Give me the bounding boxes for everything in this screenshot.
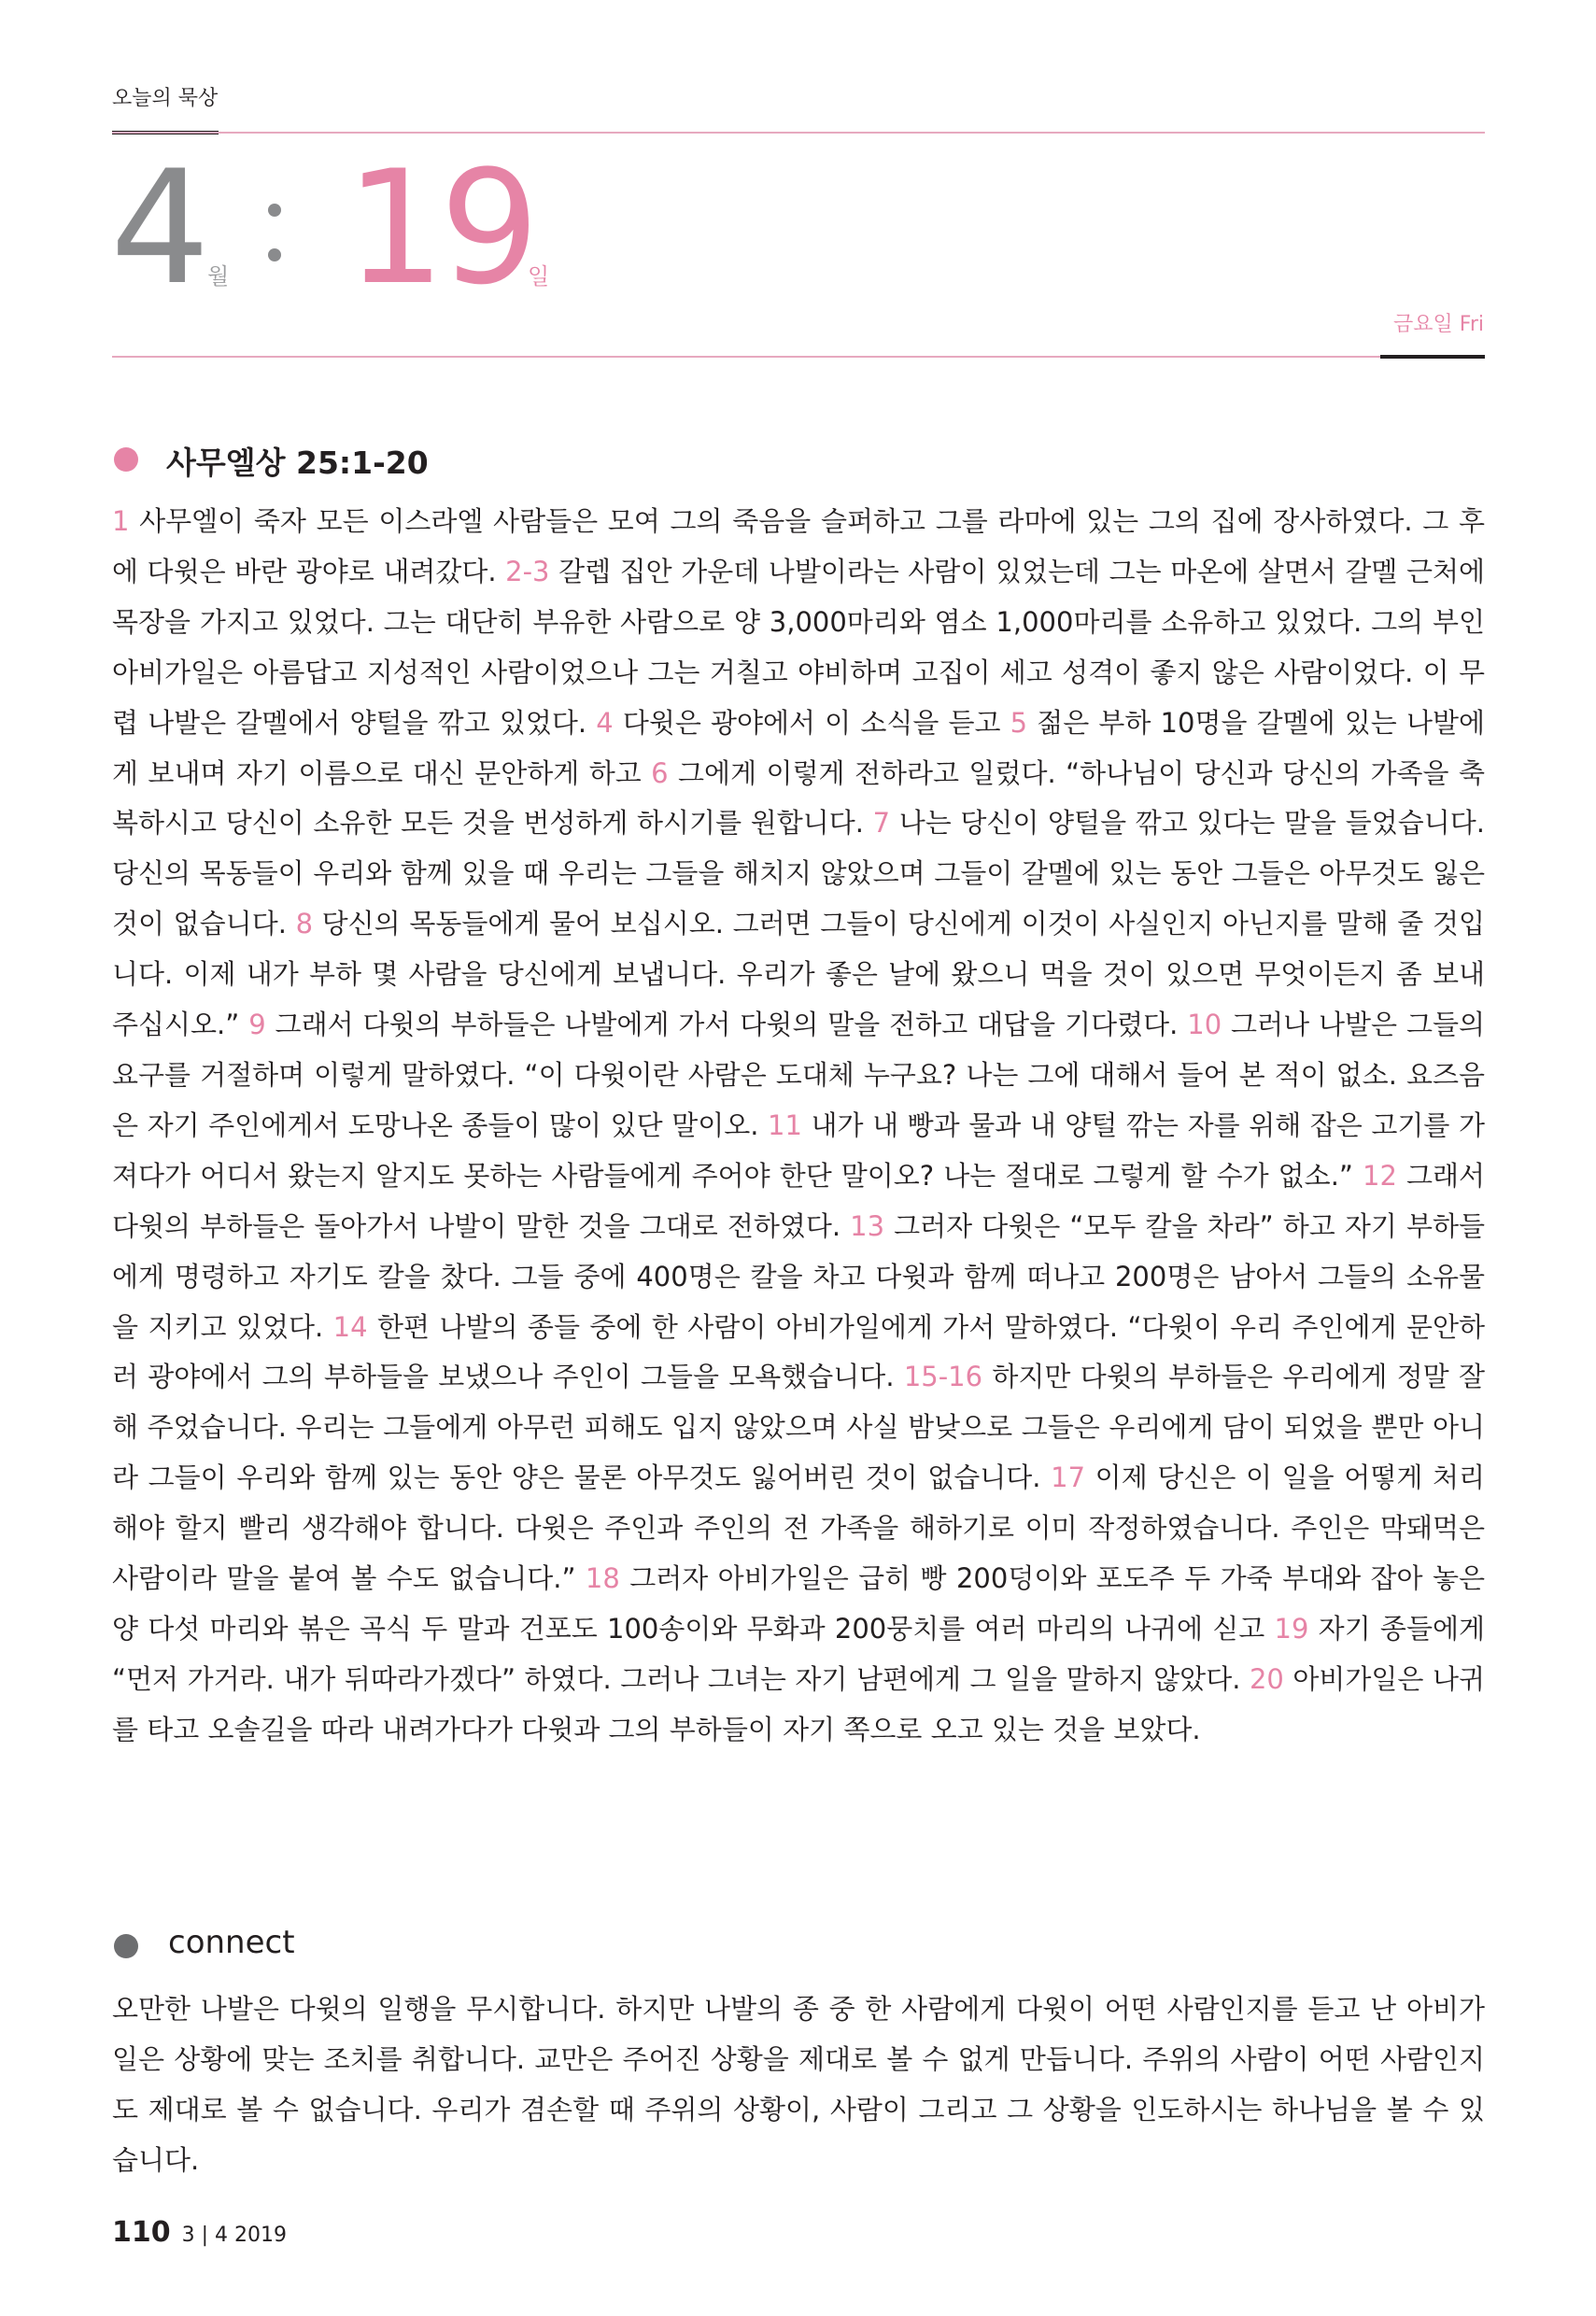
verse-number: 19 <box>1274 1612 1309 1645</box>
issue-label: 3 | 4 2019 <box>181 2224 287 2247</box>
verse-number: 5 <box>1010 706 1028 739</box>
verse-text: 그러자 아비가일은 급히 빵 200덩이와 포도주 두 가죽 부대와 잡아 놓은 양 다섯 마리와 볶은 곡식 두 말과 건포도 100송이와 무화과 200뭉치를 여러 마리의 나귀에 싣고 <box>112 1562 1485 1645</box>
connect-text: 오만한 나발은 다윗의 일행을 무시합니다. 하지만 나발의 종 중 한 사람에게 다윗이 어떤 사람인지를 듣고 난 아비가일은 상황에 맞는 조치를 취합니다. 교만은 주어진 상황을 제대로 볼 수 없게 만듭니다. 주위의 사람이 어떤 사람인지도 제대로 볼 수 없습니다. 우리가 겸손할 때 주위의 상황이, 사람이 그리고 그 상황을 인도하시는 하나님을 볼 수 있습니다. <box>112 1993 1485 2176</box>
verse-number: 10 <box>1187 1009 1222 1041</box>
verse-number: 17 <box>1051 1462 1086 1494</box>
section-label: 오늘의 묵상 <box>112 87 219 110</box>
weekday-label: 금요일 Fri <box>1393 313 1484 336</box>
verse-text: 자기 종들에게 “먼저 가거라. 내가 뒤따라가겠다” 하였다. 그러나 그녀는 자기 남편에게 그 일을 말하지 않았다. <box>112 1612 1485 1695</box>
date-rule <box>112 356 1485 358</box>
verse-number: 11 <box>768 1109 802 1141</box>
verse-number: 2-3 <box>505 555 550 587</box>
verse-text: 그러자 다윗은 “모두 칼을 차라” 하고 자기 부하들에게 명령하고 자기도 칼을 찼다. 그들 중에 400명은 칼을 차고 다윗과 함께 떠나고 200명은 남아서 그들의 소유물을 지키고 있었다. <box>112 1209 1485 1343</box>
day-unit: 일 <box>528 263 550 290</box>
month-number: 4 <box>110 136 206 319</box>
verse-number: 13 <box>850 1209 885 1242</box>
verse-number: 14 <box>332 1310 368 1343</box>
verse-number: 15-16 <box>903 1361 983 1393</box>
connect-title: connect <box>168 1924 295 1961</box>
month-unit: 월 <box>207 263 230 290</box>
verse-number: 6 <box>651 756 669 789</box>
header-rule <box>112 132 1485 134</box>
verse-number: 12 <box>1363 1159 1397 1192</box>
weekday-accent-rule <box>1380 355 1485 359</box>
verse-number: 7 <box>872 807 891 840</box>
verse-text: 내가 내 빵과 물과 내 양털 깎는 자를 위해 잡은 고기를 가져다가 어디서 왔는지 알지도 못하는 사람들에게 주어야 한단 말이오? 나는 절대로 그렇게 할 수가 없소.” <box>112 1109 1485 1192</box>
verse-text: 당신의 목동들에게 물어 보십시오. 그러면 그들이 당신에게 이것이 사실인지 아닌지를 말해 줄 것입니다. 이제 내가 부하 몇 사람을 당신에게 보냅니다. 우리가 좋은 날에 왔으니 먹을 것이 있으면 무엇이든지 좀 보내 주십시오.” <box>112 908 1485 1041</box>
verse-text: 하지만 다윗의 부하들은 우리에게 정말 잘해 주었습니다. 우리는 그들에게 아무런 피해도 입지 않았으며 사실 밤낮으로 그들은 우리에게 담이 되었을 뿐만 아니라 그들이 우리와 함께 있는 동안 양은 물론 아무것도 잃어버린 것이 없습니다. <box>112 1361 1485 1494</box>
page-number: 110 <box>112 2216 171 2249</box>
pink-bullet-icon <box>114 447 138 472</box>
verse-number: 20 <box>1249 1662 1284 1695</box>
scripture-passage <box>112 497 1485 1756</box>
verse-text: 한편 나발의 종들 중에 한 사람이 아비가일에게 가서 말하였다. “다윗이 우리 주인에게 문안하러 광야에서 그의 부하들을 보냈으나 주인이 그들을 모욕했습니다. <box>112 1310 1485 1393</box>
verse-number: 18 <box>585 1562 620 1595</box>
day-number: 19 <box>346 136 534 319</box>
date-colon <box>268 204 285 263</box>
verse-text: 그래서 다윗의 부하들은 나발에게 가서 다윗의 말을 전하고 대답을 기다렸다. <box>265 1009 1188 1041</box>
verse-text: 이제 당신은 이 일을 어떻게 처리해야 할지 빨리 생각해야 합니다. 다윗은 주인과 주인의 전 가족을 해하기로 이미 작정하였습니다. 주인은 막돼먹은 사람이라 말을 붙여 볼 수도 없습니다.” <box>112 1462 1485 1595</box>
verse-text: 그에게 이렇게 전하라고 일렀다. “하나님이 당신과 당신의 가족을 축복하시고 당신이 소유한 모든 것을 번성하게 하시기를 원합니다. <box>112 756 1485 840</box>
verse-text: 나는 당신이 양털을 깎고 있다는 말을 들었습니다. 당신의 목동들이 우리와 함께 있을 때 우리는 그들을 해치지 않았으며 그들이 갈멜에 있는 동안 그들은 아무것도 잃은 것이 없습니다. <box>112 807 1485 940</box>
verse-number: 4 <box>596 706 614 739</box>
gray-bullet-icon <box>114 1934 138 1958</box>
verse-text: 젊은 부하 10명을 갈멜에 있는 나발에게 보내며 자기 이름으로 대신 문안하게 하고 <box>112 706 1485 789</box>
verse-text: 갈렙 집안 가운데 나발이라는 사람이 있었는데 그는 마온에 살면서 갈멜 근처에 목장을 가지고 있었다. 그는 대단히 부유한 사람으로 양 3,000마리와 염소 1,000마리를 소유하고 있었다. 그의 부인 아비가일은 아름답고 지성적인 사람이었으나 그는 거칠고 야비하며 고집이 세고 성격이 좋지 않은 사람이었다. 이 무렵 나발은 갈멜에서 양털을 깎고 있었다. <box>112 555 1485 739</box>
verse-number: 1 <box>112 505 130 537</box>
scripture-reference: 사무엘상 25:1-20 <box>166 445 429 481</box>
page-footer <box>112 2216 287 2249</box>
verse-number: 8 <box>295 908 314 940</box>
verse-text: 사무엘이 죽자 모든 이스라엘 사람들은 모여 그의 죽음을 슬퍼하고 그를 라마에 있는 그의 집에 장사하였다. 그 후에 다윗은 바란 광야로 내려갔다. <box>112 505 1485 587</box>
verse-text: 그러나 나발은 그들의 요구를 거절하며 이렇게 말하였다. “이 다윗이란 사람은 도대체 누구요? 나는 그에 대해서 들어 본 적이 없소. 요즈음은 자기 주인에게서 도망나온 종들이 많이 있단 말이오. <box>112 1009 1485 1141</box>
verse-text: 아비가일은 나귀를 타고 오솔길을 따라 내려가다가 다윗과 그의 부하들이 자기 쪽으로 오고 있는 것을 보았다. <box>112 1662 1485 1745</box>
verse-text: 그래서 다윗의 부하들은 돌아가서 나발이 말한 것을 그대로 전하였다. <box>112 1159 1486 1242</box>
verse-text: 다윗은 광야에서 이 소식을 듣고 <box>613 706 1010 739</box>
verse-number: 9 <box>248 1009 266 1041</box>
